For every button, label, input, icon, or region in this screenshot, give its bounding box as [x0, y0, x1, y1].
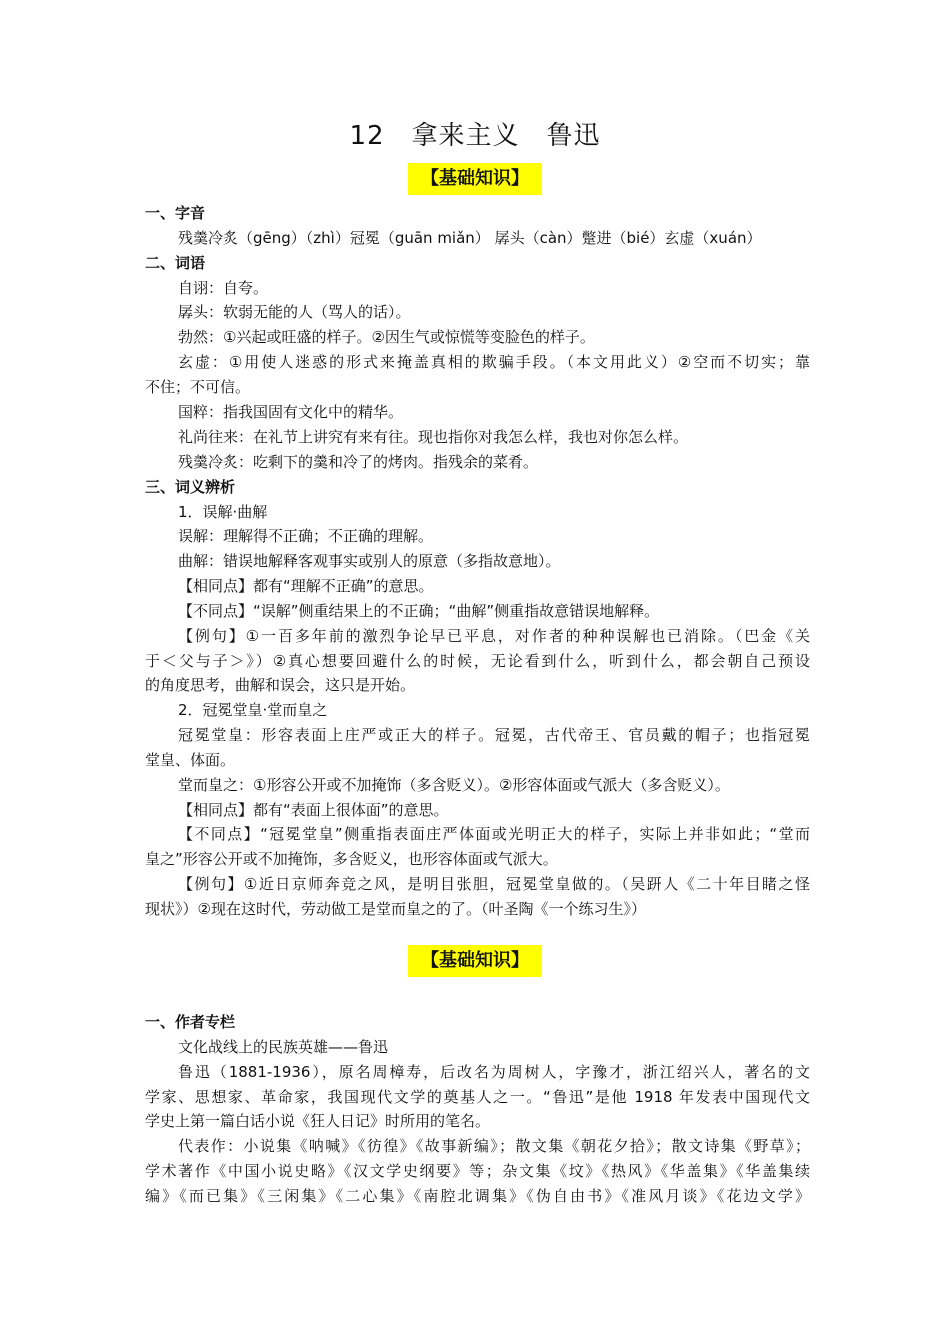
distinction-example: 【例句】①近日京师奔竞之风，是明目张胆，冠冕堂皇做的。（吴趼人《二十年目睹之怪 [178, 875, 810, 893]
distinction-entry: 堂而皇之：①形容公开或不加掩饰（多含贬义）。②形容体面或气派大（多含贬义）。 [178, 776, 730, 794]
distinction-example-continued: 的角度思考，曲解和误会，这只是开始。 [145, 676, 416, 694]
vocab-entry-continued: 不住；不可信。 [145, 378, 251, 396]
distinction-entry: 冠冕堂皇：形容表面上庄严或正大的样子。冠冕，古代帝王、官员戴的帽子；也指冠冕 [178, 726, 810, 744]
vocab-entry: 孱头：软弱无能的人（骂人的话）。 [178, 303, 411, 321]
distinction-similarity: 【相同点】都有“理解不正确”的意思。 [178, 577, 434, 595]
vocab-entry: 礼尚往来：在礼节上讲究有来有往。现也指你对我怎么样，我也对你怎么样。 [178, 428, 689, 446]
vocab-entry: 国粹：指我国固有文化中的精华。 [178, 403, 404, 421]
vocab-entry: 玄虚：①用使人迷惑的形式来掩盖真相的欺骗手段。（本文用此义）②空而不切实；靠 [178, 353, 810, 371]
vocab-entry: 勃然：①兴起或旺盛的样子。②因生气或惊慌等变脸色的样子。 [178, 328, 595, 346]
section-heading-vocabulary: 二、词语 [145, 254, 206, 272]
distinction-example: 【例句】①一百多年前的激烈争论早已平息，对作者的种种误解也已消除。（巴金《关 [178, 627, 810, 645]
distinction-difference: 【不同点】“冠冕堂皇”侧重指表面庄严体面或光明正大的样子，实际上并非如此；“堂而 [178, 825, 810, 843]
distinction-similarity: 【相同点】都有“表面上很体面”的意思。 [178, 801, 449, 819]
distinction-difference: 【不同点】“误解”侧重结果上的不正确；“曲解”侧重指故意错误地解释。 [178, 602, 660, 620]
section-banner-basic-knowledge: 【基础知识】 [408, 945, 542, 977]
distinction-entry: 误解：理解得不正确；不正确的理解。 [178, 527, 434, 545]
author-works: 代表作：小说集《呐喊》《彷徨》《故事新编》；散文集《朝花夕拾》；散文诗集《野草》； [178, 1137, 810, 1155]
page-title: 12 拿来主义 鲁迅 [349, 121, 601, 151]
author-works-continued: 学术著作《中国小说史略》《汉文学史纲要》等；杂文集《坟》《热风》《华盖集》《华盖集续 [145, 1162, 810, 1180]
section-heading-word-distinction: 三、词义辨析 [145, 478, 236, 496]
section-banner-basic-knowledge: 【基础知识】 [408, 163, 542, 195]
distinction-subtitle: 1．误解·曲解 [178, 503, 268, 521]
section-heading-pronunciation: 一、字音 [145, 204, 206, 222]
distinction-entry-continued: 堂皇、体面。 [145, 751, 236, 769]
author-bio-continued: 学家、思想家、革命家，我国现代文学的奠基人之一。“鲁迅”是他 1918 年发表中国现代文 [145, 1088, 810, 1106]
distinction-entry: 曲解：错误地解释客观事实或别人的原意（多指故意地）。 [178, 552, 561, 570]
vocab-entry: 自诩：自夸。 [178, 279, 269, 297]
author-bio-continued: 学史上第一篇白话小说《狂人日记》时所用的笔名。 [145, 1112, 491, 1130]
distinction-example-continued: 现状》）②现在这时代，劳动做工是堂而皇之的了。（叶圣陶《一个练习生》） [145, 900, 646, 918]
section-heading-author-column: 一、作者专栏 [145, 1013, 236, 1031]
distinction-subtitle: 2．冠冕堂皇·堂而皇之 [178, 701, 328, 719]
author-subtitle: 文化战线上的民族英雄——鲁迅 [178, 1038, 389, 1056]
vocab-entry: 残羹冷炙：吃剩下的羹和冷了的烤肉。指残余的菜肴。 [178, 453, 539, 471]
author-bio: 鲁迅（1881-1936），原名周樟寿，后改名为周树人，字豫才，浙江绍兴人，著名的文 [178, 1063, 810, 1081]
distinction-example-continued: 于＜父与子＞》）②真心想要回避什么的时候，无论看到什么，听到什么，都会朝自己预设 [145, 652, 810, 670]
author-works-continued: 编》《而已集》《三闲集》《二心集》《南腔北调集》《伪自由书》《准风月谈》《花边文学》 [145, 1187, 810, 1205]
distinction-difference-continued: 皇之”形容公开或不加掩饰，多含贬义，也形容体面或气派大。 [145, 850, 558, 868]
pronunciation-line: 残羹冷炙（gēng）（zhì）冠冕（guān miǎn） 孱头（càn）蹩进（bié）玄虚（xuán） [178, 229, 762, 247]
